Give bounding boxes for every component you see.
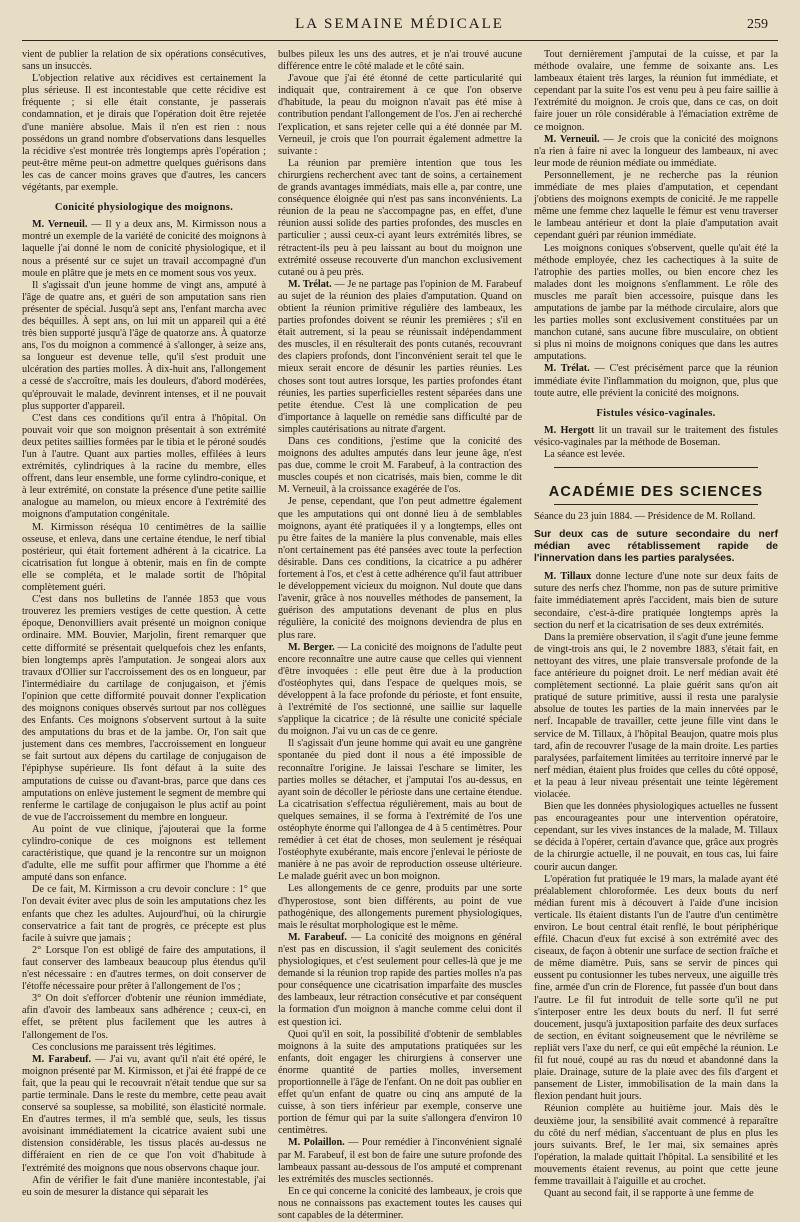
speaker-name: M. Hergott [544,424,595,436]
page-number: 259 [746,17,768,32]
paper-title: Sur deux cas de suture secondaire du nerf médian avec rétablissement rapide de l'innervation dans les parties paralysées. [534,529,778,565]
paragraph: Bien que les données physiologiques actuelles ne fussent pas encourageantes pour une intervention opératoire, cependant, sur les vives instances de la malade, M. Tillaux se décida à l'opérer, certain d'avance que, grâce aux progrès de la chirurgie actuelle, il ne pouvait, en tous cas, lui faire courir aucun danger. [534,801,778,873]
speaker-name: M. Berger. [288,641,335,653]
paragraph: Tout dernièrement j'amputai de la cuisse, et par la méthode ovalaire, une femme de soixante ans. Les lambeaux étaient très larges, la réunion fut immédiate, et cependant par la suite l'os est venu peu à peu faire saillie à l'extrémité du moignon. Je crois que, dans ce cas, on doit faire jouer un rôle considérable à l'émaciation extrême de ce moignon. [534,49,778,133]
paragraph: Quant au second fait, il se rapporte à une femme de [544,1188,754,1200]
paragraph: C'est dans ces conditions qu'il entra à l'hôpital. On pouvait voir que son moignon présentait à son extrémité deux petites saillies formées par le tibia et le péroné soudés l'un à l'autre. Quant aux parties molles, effilées à leurs extrémités, cylindriques à la racine du membre, elles offrent, dans leur ensemble, une forme cylindro-conique, et à leur extrémité, on constate la présence d'une petite saillie analogue au mamelon, ou mieux encore à l'extrémité des moignons d'amputation congénitale. [22,412,266,521]
speaker-paragraph [534,363,778,399]
speaker-paragraph [534,571,778,631]
section-title: Fistules vésico-vaginales. [596,407,716,419]
speaker-name: M. Verneuil. [544,133,600,145]
speaker-name: M. Tillaux [544,571,592,583]
speaker-text: — La conicité des moignons de l'adulte peut encore reconnaître une autre cause que celles qui viennent d'être invoquées : elle peut être due à la production d'ostéophytes qui, dans l'espace de quelques mois, se développent à la face profonde du périoste, et font ensuite, à l'extrémité de l'os sectionné, une saillie sur laquelle s'applique la cicatrice ; de là résulte une conicité spéciale du moignon. J'ai vu un cas de ce genre. [278,641,522,738]
column-2 [278,49,522,1221]
speaker-name: M. Verneuil. [32,219,88,231]
spacer [534,474,778,480]
paragraph: bulbes pileux les uns des autres, et je n'ai trouvé aucune différence entre le côté malade et le côté sain. [278,49,522,73]
paragraph: 2° Lorsque l'on est obligé de faire des amputations, il faut conserver des lambeaux beaucoup plus étendus qu'il n'est nécessaire : en d'autres termes, on doit conserver de l'étoffe nécessaire pour prêter à l'allongement de l'os ; [22,944,266,993]
speaker-name: M. Trélat. [544,363,590,375]
paragraph: Quoi qu'il en soit, la possibilité d'obtenir de semblables moignons à la suite des amputations pratiquées sur les enfants, doit engager les chirurgiens à conserver une énorme quantité de parties molles, inversement proportionnelle à l'âge de l'enfant. On ne doit pas oublier en effet qu'un enfant de quatre ou cinq ans amputé de la cuisse, à son tiers inférieur par exemple, conserve une portion de fémur qui par la suite s'allongera d'environ 10 centimètres. [278,1028,522,1137]
paragraph: La réunion par première intention que tous les chirurgiens recherchent avec tant de soins, a certainement de grands avantages immédiats, mais elle a, par contre, une conséquence éloignée qui n'est pas sans inconvénients. La réunion de la peau ne s'accompagne pas, en effet, d'une réunion aussi solide des parties profondes, des muscles en particulier ; aussi ceux-ci ayant leurs extrémités libres, se rétractent-ils peu à peu laissant au bout du moignon une extrémité osseuse recouverte d'un manchon exclusivement cutané ou à peu près. [278,157,522,278]
paragraph: Réunion complète au huitième jour. Mais dès le deuxième jour, la sensibilité avait commencé à reparaître du côté du nerf médian, s'accentuant de plus en plus les jours suivants. Bref, le 1er mai, six semaines après l'opération, la malade quittait l'hôpital. La sensibilité et les mouvements étaient revenus, au point que cette jeune femme travaillait à l'aiguille et au crochet. [534,1103,778,1187]
column-3 [534,49,779,1200]
paragraph: L'opération fut pratiquée le 19 mars, la malade ayant été préalablement chloroformée. Les deux bouts du nerf médian furent mis à découvert à l'aide d'une incision verticale. Ils étaient distants l'un de l'autre d'un centimètre environ. Le bout central était renflé, le bout périphérique effilé. Chacun d'eux fut excisé à son extrémité avec des ciseaux, de façon à obtenir une surface de section fraîche et de même diamètre. Puis, sans se servir de pinces qui eussent pu contusionner les tubes nerveux, une aiguille très fine, armée d'un crin de Florence, fut passée d'un bout dans l'autre. Le fil fut introduit de telle sorte qu'il ne put s'interposer entre les deux bouts du nerf. Il fut serré doucement, jusqu'à juxtaposition parfaite des deux surfaces de section, en évitant soigneusement que le névrilème se repliât vers l'axe du nerf, ce qui eût empêché la réunion. Le fil fut noué, coupé au ras du nœud et abandonné dans la plaie. Drainage, suture de la plaie avec des fils d'argent et pansement de Lister, immobilisation de la main dans la flexion pendant huit jours. [534,873,778,1103]
paragraph: Je pense, cependant, que l'on peut admettre également que les amputations qui ont donné lieu à de semblables moignons, ayant été pratiquées il y a longtemps, elles ont pu être faites de la manière la plus convenable, mais elles n'ont certainement pas été pansées avec toute la perfection désirable. Dans ces conditions, la cicatrice a pu adhérer fortement à l'os, et c'est à cette adhérence qu'il faut attribuer le développement vicieux du moignon. Nul doute que dans l'avenir, grâce à nos nouvelles méthodes de pansement, la guérison des amputations devenant de plus en plus régulière, la conicité des moignons deviendra de plus en plus rare. [278,496,522,641]
speaker-text: lit un travail sur le traitement des fistules vésico-vaginales par la méthode de Boseman. [534,424,778,448]
section-title: Conicité physiologique des moignons. [54,202,234,214]
paragraph: Les allongements de ce genre, produits par une sorte d'hyperostose, sont bien différents, au point de vue pathogénique, des allongements purement physiologiques, mais le résultat morphologique est le même. [278,883,522,931]
paragraph: En ce qui concerne la conicité des lambeaux, je crois que nous ne connaissons pas exactement toutes les causes qui sont capables de la déterminer. [278,1185,522,1221]
paragraph: Dans ces conditions, j'estime que la conicité des moignons des adultes amputés dans leur jeune âge, n'est pas due, comme le croit M. Farabeuf, à la contraction des muscles coupés et non cicatrisés, mais bien, comme le dit M. Verneuil, à la croissance exagérée de l'os. [278,436,522,496]
speaker-text: — J'ai vu, avant qu'il n'ait été opéré, le moignon présenté par M. Kirmisson, et j'ai été frappé de ce fait, que la peau qui le recouvrait n'était tendue que sur sa partie terminale. Dans le reste du membre, cette peau avait conservé sa souplesse, sa mobilité, son élasticité normale. En d'autres termes, il m'a semblé que, seuls, les tissus avoisinant immédiatement la cicatrice avaient subi une distension considérable, les tissus placés au-dessus ne différaient en rien de ce que l'on voit d'habitude à l'extrémité des moignons que nous observons chaque jour. [22,1053,267,1174]
speaker-paragraph [22,1054,266,1175]
paragraph: vient de publier la relation de six opérations consécutives, sans un insuccès. [22,49,266,73]
heading-divider [554,504,758,505]
paragraph: La séance est levée. [544,449,625,460]
speaker-text: — La conicité des moignons en général n'est pas en discussion, il s'agit seulement des conicités physiologiques, et c'est seulement pour celles-là que je me demande si la réunion trop rapide des parties molles n'a pas pour conséquence une cicatrisation imparfaite des muscles des lambeaux, leur rétraction consécutive et par conséquent la formation d'un moignon à manche comme celui dont il est question ici. [278,931,522,1028]
paragraph: Personnellement, je ne recherche pas la réunion immédiate de mes plaies d'amputation, et cependant j'obtiens des moignons exempts de conicité. Je me rappelle même une femme chez laquelle le fémur est venu traverser le lambeau antérieur et dont la plaie d'amputation avait cependant guéri par réunion immédiate. [534,169,778,242]
speaker-paragraph [278,279,522,436]
speaker-paragraph [534,425,778,449]
speaker-paragraph [278,642,522,739]
speaker-paragraph [278,932,522,1029]
speaker-text: donne lecture d'une note sur deux faits de suture des nerfs chez l'homme, non pas de suture primitive faite immédiatement après l'accident, mais bien de suture secondaire, c'est-à-dire pratiquée longtemps après la section du nerf et la cicatrisation de ses deux extrémités. [534,571,779,631]
session-line: Séance du 23 juin 1884. — Présidence de M. Rolland. [534,511,756,523]
speaker-text: — Pour remédier à l'inconvénient signalé par M. Farabeuf, il est bon de faire une suture profonde des lambeaux passant au-dessous de l'os amputé et comprenant les extrémités des muscles sectionnés. [278,1137,522,1185]
paragraph: C'est dans nos bulletins de l'année 1853 que vous trouverez les premiers vestiges de cette question. À cette époque, Denonvilliers avait présenté un moignon conique ordinaire. MM. Bouvier, Marjolin, firent remarquer que cette difformité se présentait quelquefois chez les enfants, bien longtemps après l'amputation. Je songeai alors aux travaux d'Ollier sur l'accroissement des os en longueur, par l'intermédiaire du cartilage de conjugaison, et j'émis l'opinion que cette difformité pouvait donner l'explication des moignons coniques observés surtout par nos collègues des Enfants. Ces moignons s'observent surtout à la suite des amputations du bras et de la jambe. Or, l'on sait que justement dans ces membres, l'accroissement en longueur se fait surtout aux dépens du cartilage de conjugaison de l'épiphyse supérieure. Ils font défaut à la suite des amputations de cuisse ou d'avant-bras, parce que dans ces amputations on enlève justement le segment de membre qui renferme le cartilage de conjugaison le plus actif au point de vue de l'accroissement du membre en longueur. [22,594,266,823]
paragraph: Au point de vue clinique, j'ajouterai que la forme cylindro-conique de ces moignons est tellement caractéristique, que quand je la rencontre sur un moignon d'adulte, elle me suffit pour affirmer que l'homme a été amputé dans son enfance. [22,823,266,884]
speaker-paragraph [22,219,266,279]
column-1 [22,49,267,1198]
paragraph: L'objection relative aux récidives est certainement la plus sérieuse. Il est incontestable que cette récidive est fréquente ; si elle était constante, je passerais condamnation, et je dirais que l'opération doit être rejetée d'une manière absolue. Mais il n'en est rien : nous possédons un grand nombre d'observations dans lesquelles la récidive s'est montrée très longtemps après l'opération ; peut-être même peut-on admettre quelques guérisons dans les cas de cancer moins graves que d'autres, les cancers végétants, par exemple. [22,73,266,194]
running-title: LA SEMAINE MÉDICALE [295,16,504,32]
speaker-text: — Je ne partage pas l'opinion de M. Farabeuf au sujet de la réunion des plaies d'amputation. Quand on obtient la réunion primitive régulière des lambeaux, les parties profondes doivent se réunir les premières ; s'il en était autrement, si la peau se réunissait indépendamment des muscles, il en résulterait des ponts cutanés, recouvrant des clapiers profonds, dont l'inconvénient serait tel que le mieux serait encore de désunir les parties réunies. Les choses sont tout autres lorsque, les parties profondes étant réunies, les parties superficielles restent séparées dans une petite étendue. C'est là une complication de peu d'importance à laquelle on remédie sans difficulté par de simples cautérisations au nitrate d'argent. [278,278,522,435]
paragraph: Il s'agissait d'un jeune homme qui avait eu une gangrène spontanée du pied dont il nous a été impossible de reconnaître l'origine. Je laissai l'eschare se limiter, les parties molles se détacher, et j'amputai l'os au-dessus, en ayant soin de décoller le périoste dans une certaine étendue. La cicatrisation s'effectua régulièrement, mais au bout de quelques semaines, il se forma à l'extrémité de l'os une ostéophyte énorme qui l'allongea de 4 à 5 centimètres. Pour remédier à cet état de choses, mon seulement je réséquai l'ostéophyte exubérante, mais encore j'enlevai le périoste de manière à ne pas avoir de reproduction osseuse ultérieure. Le malade guérit avec un bon moignon. [278,738,522,883]
paragraph: Dans la première observation, il s'agit d'une jeune femme de vingt-trois ans qui, le 2 novembre 1883, s'était fait, en nettoyant des vitres, une plaie transversale profonde de la face antérieure du poignet droit. Le nerf médian avait été complètement sectionné. La plaie guérit sans qu'on ait pratiqué de suture primitive, aussi il resta une paralysie absolue de toutes les parties de la main innervées par le nerf. Incapable de travailler, cette jeune fille vint dans le service de M. Tillaux, à l'hôpital Beaujon, quatre mois plus tard, afin de recouvrer l'usage de la main droite. Les parties paralysées, parfaitement limitées au territoire innervé par le nerf médian, étaient plus froides que celles du côté opposé, et la peau à leur niveau présentait une teinte légèrement violacée. [534,631,778,800]
academy-heading: ACADÉMIE DES SCIENCES [548,484,764,501]
speaker-text: — Je crois que la conicité des moignons n'a rien à faire ni avec la longueur des lambeaux, ni avec leur mode de réunion médiate ou immédiate. [534,133,778,169]
paragraph: 3° On doit s'efforcer d'obtenir une réunion immédiate, afin d'avoir des lambeaux sans adhérence ; ceux-ci, en effet, se prêtent plus facilement que les autres à l'allongement de l'os. [22,993,266,1041]
section-divider [554,467,758,468]
speaker-name: M. Farabeuf. [32,1053,92,1065]
page-header [22,16,778,41]
paragraph: De ce fait, M. Kirmisson a cru devoir conclure : 1° que l'on devait éviter avec plus de soin les amputations chez les enfants que chez les adultes. Aujourd'hui, où la chirurgie conservatrice a fait tant de progrès, ce précepte est plus facile à suivre que jamais ; [22,884,266,944]
paragraph: M. Kirmisson réséqua 10 centimètres de la saillie osseuse, et enleva, dans une certaine étendue, le nerf tibial postérieur, qui était fortement adhérent à la cicatrice. La cicatrisation fut longue à obtenir, mais en fin de compte elle se compléta, et le malade sortit de l'hôpital complètement guéri. [22,521,266,594]
speaker-paragraph [534,134,778,170]
speaker-name: M. Trélat. [288,278,332,290]
paragraph: Afin de vérifier le fait d'une manière incontestable, j'ai eu soin de mesurer la distance qui séparait les [22,1174,266,1198]
speaker-paragraph [278,1137,522,1185]
paragraph: Il s'agissait d'un jeune homme de vingt ans, amputé à l'âge de quatre ans, et guéri de son amputation sans rien présenter de spécial. Jusqu'à sept ans, l'enfant marcha avec des béquilles. À sept ans, on lui mit un appareil qui a été très bien supporté jusqu'à l'âge de quatorze ans. À quatorze ans, l'os du moignon a commencé à s'allonger, à seize ans, sa longueur est devenue telle, qu'il s'est produit une ulcération des parties molles. À dix-huit ans, l'allongement a cessé de s'accroître, mais les douleurs, d'abord modérées, qu'éprouvait le malade, devinrent intenses, et il ne pouvait plus supporter d'appareil. [22,279,266,412]
paragraph: J'avoue que j'ai été étonné de cette particularité qui indiquait que, contrairement à ce que l'on observe d'habitude, la peau du moignon n'avait pas été mise à contribution pendant l'allongement de l'os. J'en ai recherché l'explication, et sans rejeter celle qui a été donnée par M. Verneuil, je crois que l'on pourrait également admettre la suivante : [278,73,522,157]
speaker-text: — C'est précisément parce que la réunion immédiate évite l'inflammation du moignon, que, plus que toute autre, elle prévient la conicité des moignons. [534,363,778,399]
paragraph: Ces conclusions me paraissent très légitimes. [32,1041,216,1053]
paragraph: Les moignons coniques s'observent, quelle qu'ait été la méthode employée, chez les cachectiques à la suite de l'atrophie des parties molles, ou bien encore chez les malades dont les moignons s'enflamment. Le rôle des muscles me paraît bien accessoire, puisque dans les amputations de jambe par la méthode circulaire, alors que les parties molles sont exclusivement constituées par un manchon cutané, sans aucune fibre musculaire, on obtient si plus ni moins de moignons coniques que dans les autres amputations. [534,242,778,363]
speaker-text: — Il y a deux ans, M. Kirmisson nous a montré un exemple de la variété de conicité des moignons à laquelle j'ai donné le nom de conicité physiologique, et il nous a présenté sur ce sujet un travail accompagné d'un moule en plâtre que je mets en ce moment sous vos yeux. [22,219,266,279]
speaker-name: M. Farabeuf. [288,931,347,943]
speaker-name: M. Polaillon. [288,1137,345,1149]
text-columns [22,49,779,1221]
